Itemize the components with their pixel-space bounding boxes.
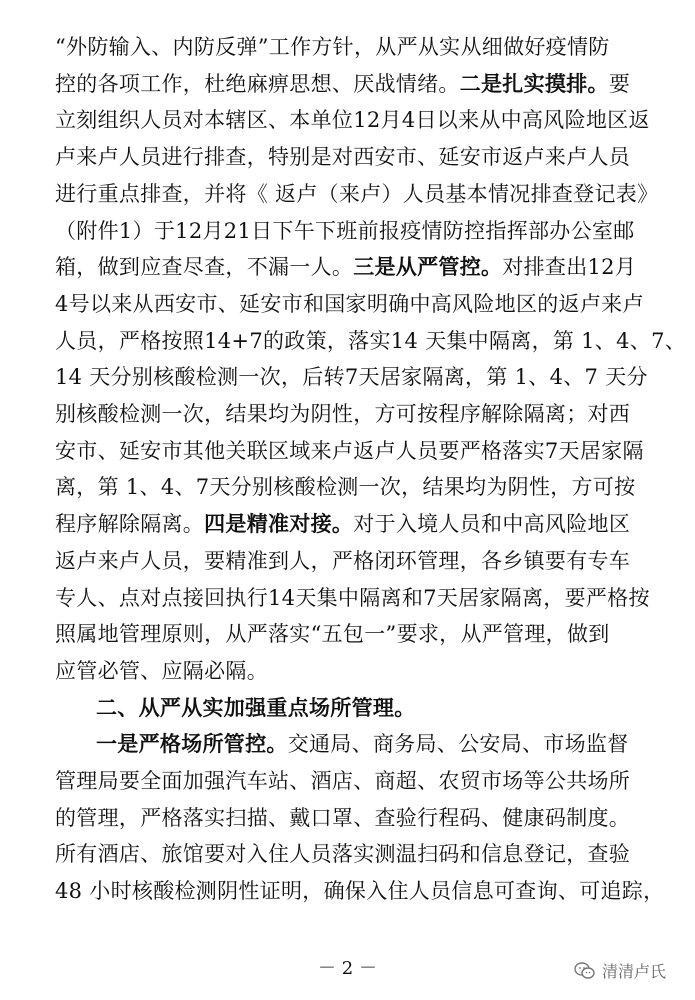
text-segment: 对于入境人员和中高风险地区 (353, 512, 631, 537)
wechat-watermark (574, 959, 666, 982)
text-line: （附件1）于12月21日下午下班前报疫情防控指挥部办公室邮 (55, 218, 635, 243)
emphasis-segment: 四是精准对接。 (204, 511, 354, 537)
wechat-icon (574, 961, 596, 981)
text-line: 专人、点对点接回执行14天集中隔离和7天居家隔离，要严格按 (55, 585, 650, 610)
text-line: 离，第 1、4、7天分别核酸检测一次，结果均为阴性，方可按 (55, 475, 636, 500)
text-line: 管理局要全面加强汽车站、酒店、商超、农贸市场等公共场所 (55, 769, 631, 793)
text-line: 卢来卢人员进行排查，特别是对西安市、延安市返卢来卢人员 (55, 145, 631, 170)
text-line: 照属地管理原则，从严落实“五包一”要求，从严管理，做到 (55, 622, 610, 647)
page-number: － 2 － (318, 958, 377, 979)
text-line: “外防输入、内防反弹”工作方针，从严从实从细做好疫情防 (55, 35, 610, 59)
text-line: 应管必管、应隔必隔。 (55, 658, 268, 683)
text-line: 人员，严格按照14+7的政策，落实14 天集中隔离，第 1、4、7、 (55, 328, 687, 353)
text-line: 进行重点排查，并将《 返卢（来卢）人员基本情况排查登记表》 (55, 181, 659, 206)
text-line: 48 小时核酸检测阴性证明，确保入住人员信息可查询、可追踪， (55, 879, 665, 904)
text-segment: 程序解除隔离。 (55, 512, 205, 537)
watermark-text: 清清卢氏 (602, 962, 667, 981)
emphasis-segment: 三是从严管控。 (353, 254, 503, 280)
text-line (55, 509, 645, 539)
text-line: 的管理，严格落实扫描、戴口罩、查验行程码、健康码制度。 (55, 805, 631, 830)
text-segment: 要 (608, 71, 631, 96)
text-segment: 对排查出12月 (502, 255, 637, 280)
text-line: 4号以来从西安市、延安市和国家明确中高风险地区的返卢来卢 (55, 291, 644, 316)
text-segment: 交通局、商务局、公安局、市场监督 (287, 732, 629, 757)
text-line: 所有酒店、旅馆要对入住人员落实测温扫码和信息登记，查验 (55, 842, 631, 867)
text-line (96, 729, 686, 759)
section-heading: 二、从严从实加强重点场所管理。 (96, 695, 416, 720)
text-line: 立刻组织人员对本辖区、本单位12月4日以来从中高风险地区返 (55, 108, 650, 133)
text-line: 别核酸检测一次，结果均为阴性，方可按程序解除隔离；对西 (55, 402, 631, 426)
text-segment: 控的各项工作，杜绝麻痹思想、厌战情绪。 (55, 71, 460, 96)
text-segment: 箱，做到应查尽查，不漏一人。 (55, 255, 354, 280)
emphasis-segment: 二是扎实摸排。 (459, 70, 609, 96)
text-line (55, 252, 645, 282)
text-line: 安市、延安市其他关联区域来卢返卢人员要严格落实7天居家隔 (55, 438, 644, 463)
text-line (55, 69, 645, 99)
text-line: 返卢来卢人员，要精准到人，严格闭环管理，各乡镇要有专车 (55, 548, 631, 573)
emphasis-segment: 一是严格场所管控。 (96, 731, 288, 757)
text-line: 14 天分别核酸检测一次，后转7天居家隔离，第 1、4、7 天分 (55, 365, 648, 390)
